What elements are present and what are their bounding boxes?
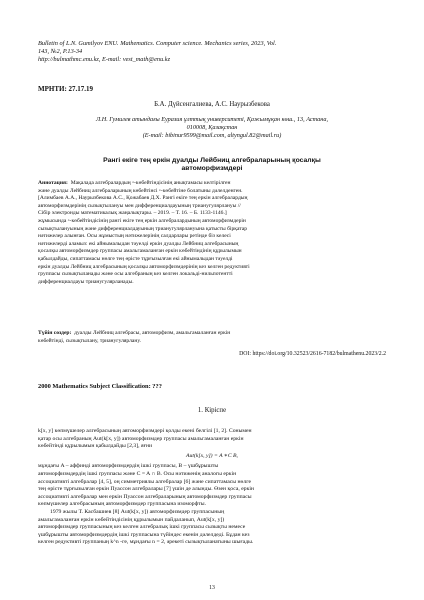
abstract-line: нәтижелерді аламыз: екі айнымалыдан тәуелді еркін дуалды Лейбниц алгебрасының <box>38 240 239 247</box>
paragraph: 1979 жылы Т. Касбашиев [8] Aut(k[x, y]) автоморфизмдер группасының амальгамаланған еркін көбейтіндісінің құрылымын пайдаланып, Aut(k[x, y]) автоморфизмдер группасының кез келген алгебралық ішкі группасы сызықты немесе үшбұрышты автоморфизмдердің ішкі группасына түйіндес екенін дәлелдеді. Бұдан кез келген редуктивті группаның k^n -ге, мұндағы n = 2, әрекеті сызықтыланатыны шығады. <box>38 508 254 546</box>
abstract-line: Сібір электронды математикалық жаңалықтары. – 2019. – Т. 16. – Б. 1133-1146.] <box>38 210 227 217</box>
page-number: 13 <box>209 585 215 591</box>
affiliation <box>38 116 386 141</box>
keywords-line-2: көбейтінді, сызықтылану, трианугулярлану. <box>38 337 141 344</box>
header-line-2: 143, №2, P.13-34 <box>38 48 83 56</box>
abstract-label: Аннотация: <box>38 180 68 186</box>
journal-header <box>38 40 386 65</box>
abstract <box>38 180 386 286</box>
paragraph: мұндағы A – аффинді автоморфизмдердің ішкі группасы, B – үшбұрышты автоморфизмдердің ішкі группасы және C = A ∩ B. Осы нәтиженің аналогы еркін ассоциативті алгебралар [4, 5], оң симметриялы алгебралар [6] және сипаттамасы нөлге тең өрісте тұрғызылған еркін Пуассон алгебралары [7] үшін де алынды. Өзен қоса, еркін ассоциативті алгебралар мен еркін Пуассон алгебраларының автоморфизмдер группасы көпмүшелер алгебрасының автоморфизмдер группасына изоморфты. <box>38 463 254 508</box>
doi-link[interactable]: DOI: https://doi.org/10.32523/2616-7182/bulmathenu.2023/2.2 <box>239 351 386 357</box>
title-line-1: Рангі екіге тең еркін дуалды Лейбниц алгебраларының қосалқы <box>103 157 321 164</box>
authors: Б.А. Дүйсенгалиева, А.С. Наурызбекова <box>154 101 270 108</box>
keywords <box>38 330 386 345</box>
msc-classification: 2000 Mathematics Subject Classification: ??? <box>38 383 162 390</box>
section-heading: 1. Кіріспе <box>197 407 227 414</box>
abstract-line: қосалқы автоморфизмдер группасы амальгамаланған еркін көбейтіндінің құрылымын <box>38 248 242 255</box>
paragraph: k[x, y] көпмүшелер алгебрасының автоморфизмдері қолды екені белгілі [1, 2]. Сонымен қатар осы алгебраның Aut(k[x, y]) автоморфизмдер группасы амальгамаланған еркін көбейтінді құрылымын қабылдайды [2,3], яғни <box>38 428 252 450</box>
abstract-line: Аннотация: Мақалада алгебралардың ◦-көбейтіндісінің анықтамасы келтірілген <box>38 180 231 186</box>
affiliation-line-2: 010008, Қазақстан <box>186 124 238 132</box>
keywords-line-1: дуалды Лейбниц алгебрасы, автоморфизм, амальгамаланған еркін <box>74 330 231 336</box>
header-line-1: Bulletin of L.N. Gumilyov ENU. Mathematics. Computer science. Mechanics series, 2023, Vol. <box>38 40 277 47</box>
abstract-line: сызықтылануының және дифференциалдауының трианугулярлануына қатысты бірқатар <box>38 225 248 232</box>
abstract-line: автоморфизмдерінің сызықтылануы мен дифференциалдауының трианугулярлануы // <box>38 202 241 209</box>
abstract-line: группасы сызықтыланады және осы алгебраның кез келген локальді-нильпотентті <box>38 271 233 278</box>
abstract-line: нәтижелер алынған. Осы жұмыстың нәтижелерінің салдарлары ретінде біз келесі <box>38 233 231 240</box>
affiliation-line-1: Л.Н. Гумилев атындағы Еуразия ұлттық университеті, Қажымұқан көш., 13, Астана, <box>96 116 328 123</box>
abstract-line: дифференциалдауы трианугулярланады. <box>38 278 134 285</box>
paper-title <box>38 157 386 174</box>
affiliation-emails: (E-mail: bibinur9599@mail.com, altyngul.82@mail.ru) <box>142 132 282 140</box>
paper-page <box>38 0 386 600</box>
abstract-line: және дуалды Лейбниц алгебраларының көбейтінсі ◦-көбейтіне болатыны дәлелденген. <box>38 187 243 194</box>
title-line-2: автоморфизмдері <box>181 165 243 173</box>
header-line-3: http://bulmathmc.enu.kz, E-mail: vest_math@enu.kz <box>38 56 171 64</box>
body-text <box>38 428 386 547</box>
mrnti-code: МРНТИ: 27.17.19 <box>38 85 94 93</box>
abstract-line: жұмысында ◦-көбейтіндісінің рангі екіге тең еркін алгебралардының автоморфизмдерін <box>38 217 246 224</box>
keywords-label: Түйін сөздер: <box>38 330 72 336</box>
abstract-line: [Алимбаев А.А., Наурызбекова А.С., Қожабаев Д.Х. Рангі екіге тең еркін алгебралардың <box>38 195 248 202</box>
equation: Aut(k[x, y]) = A ∗C B, <box>186 452 238 459</box>
abstract-line: еркін дуалды Лейбниц алгебрасының қосалқы автоморфизмдерінің кез келген редуктивті <box>38 263 250 270</box>
abstract-line: қабылдайды, сипаттамасы нөлге тең өрісте тұрғызылған екі айнымалыдан тәуелді <box>38 255 233 262</box>
